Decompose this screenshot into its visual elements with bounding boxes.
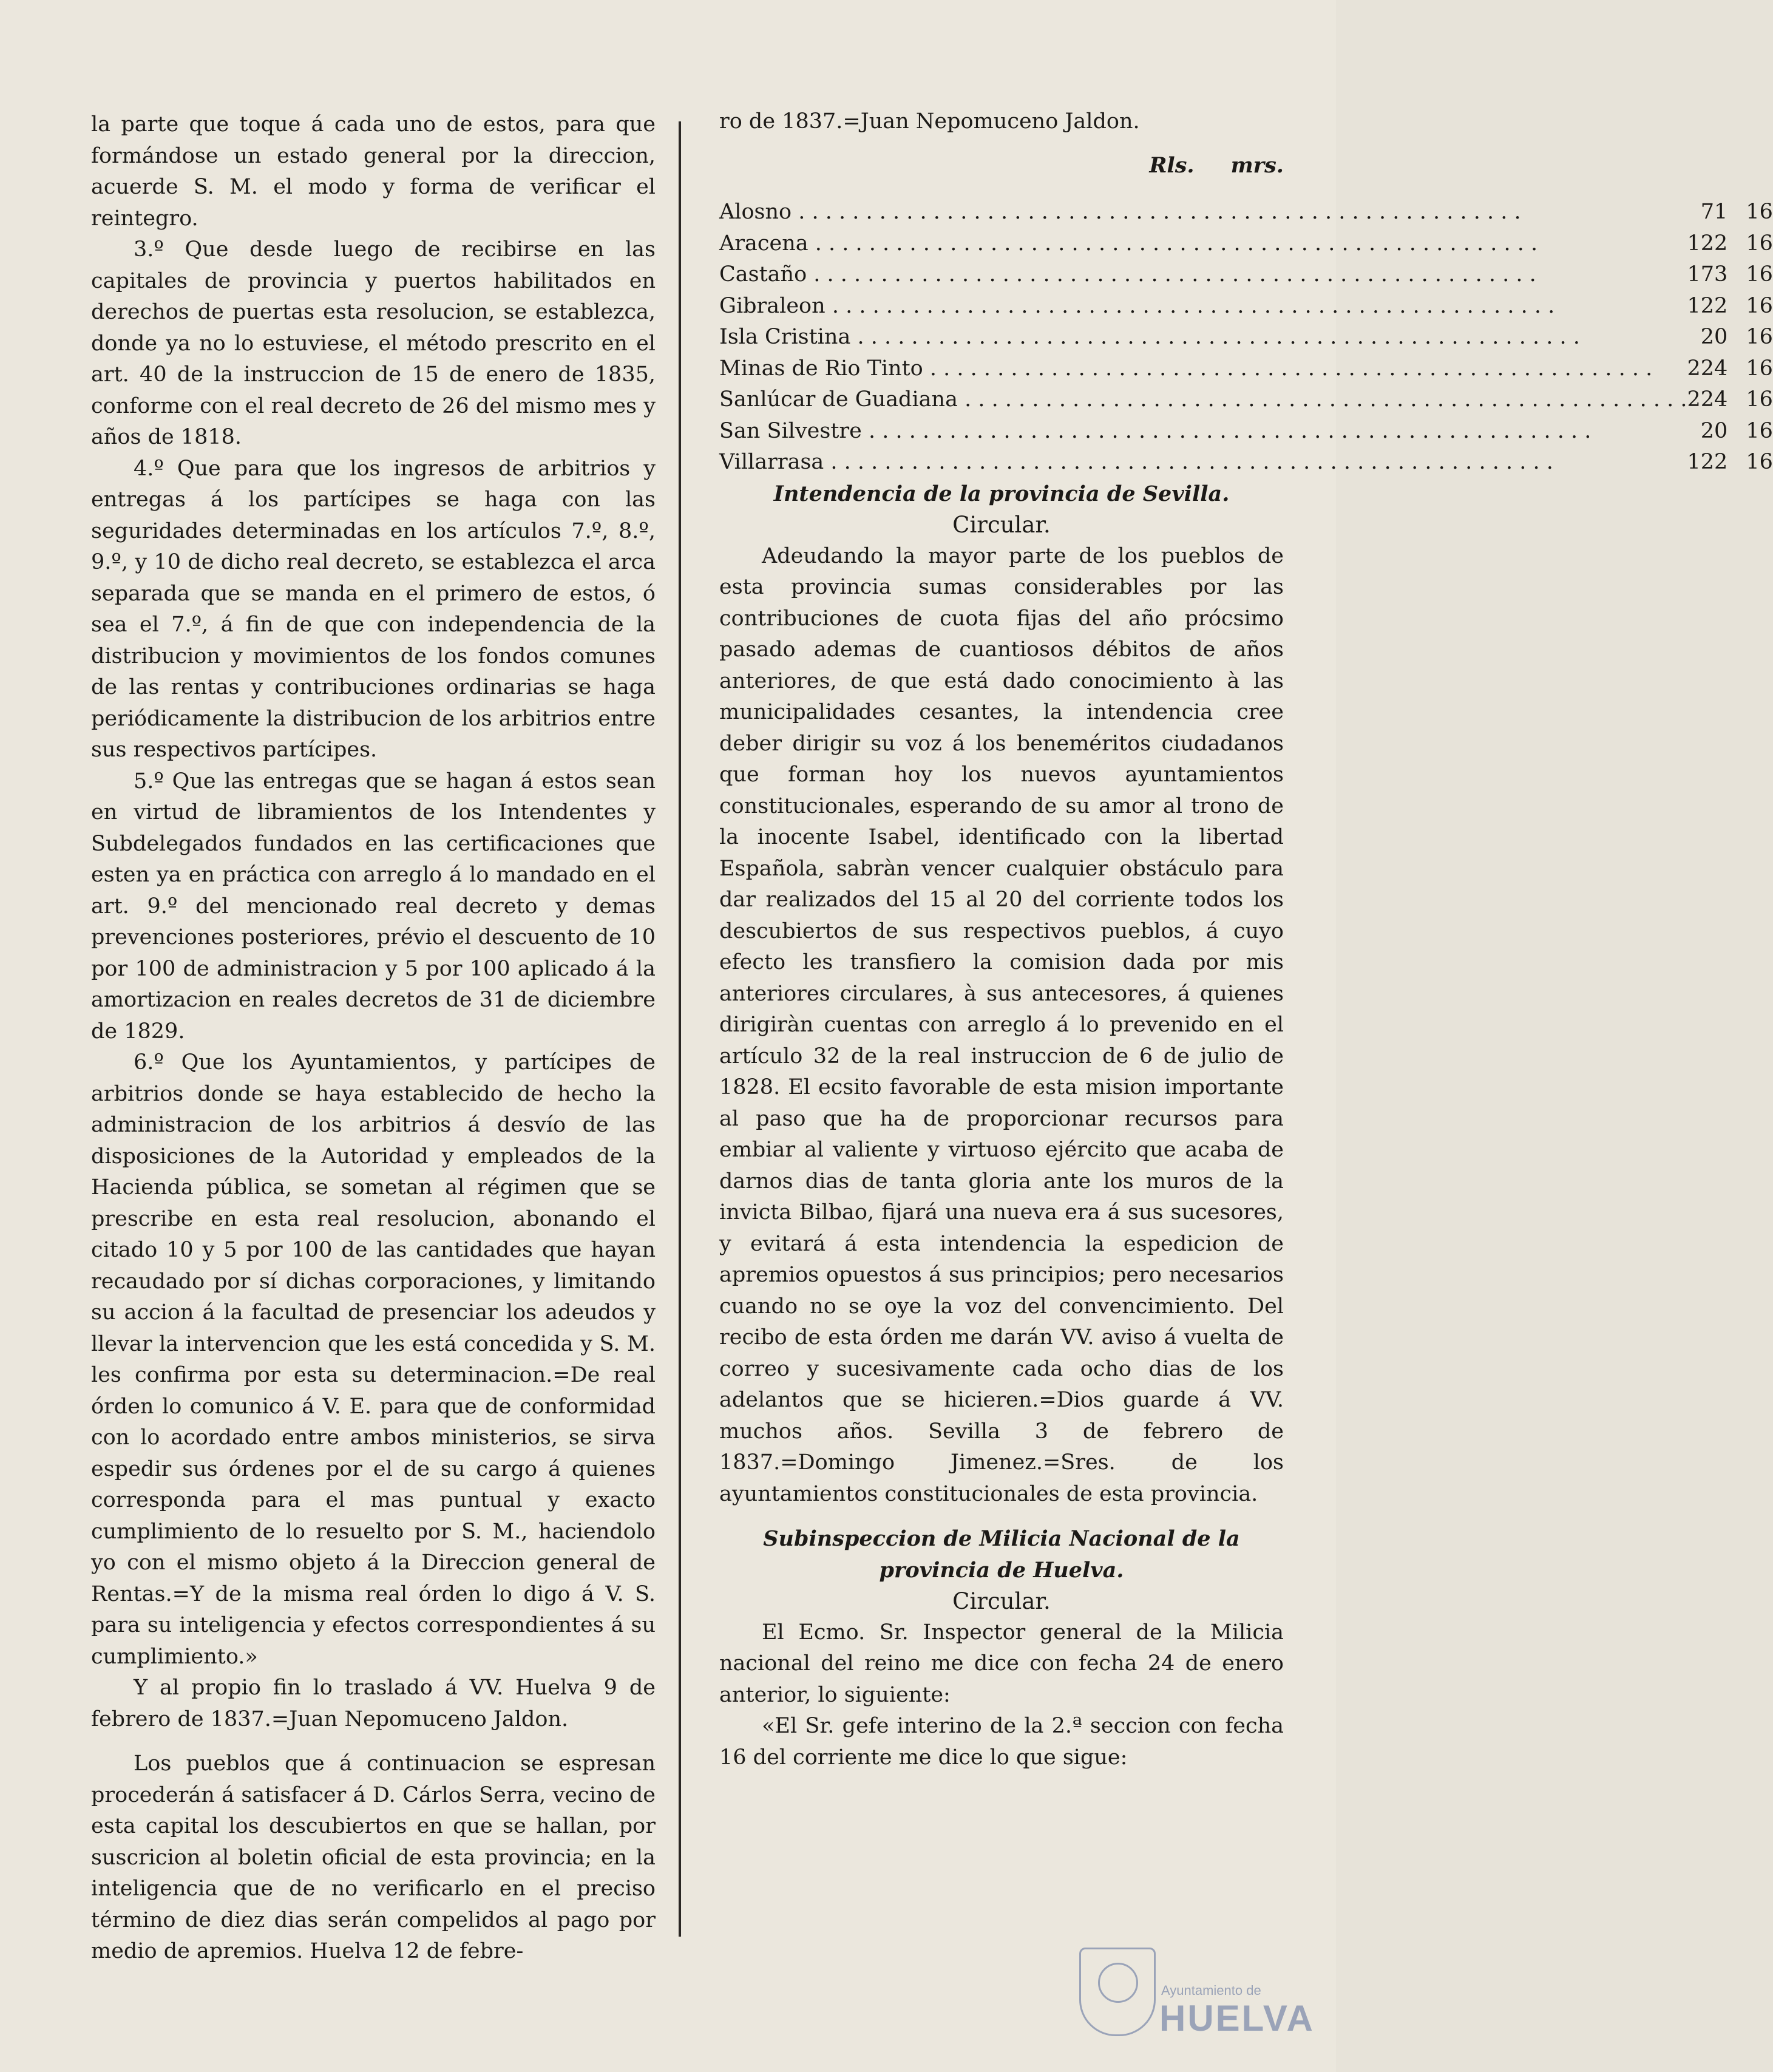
rls-cell: 20 bbox=[1700, 418, 1728, 443]
place-cell: Villarrasa . . . bbox=[719, 447, 1687, 478]
paragraph-milicia-1: El Ecmo. Sr. Inspector general de la Milicia nacional del reino me dice con fecha 24 de enero anterior, lo siguiente: bbox=[719, 1620, 1284, 1707]
mrs-cell: 16 bbox=[1746, 450, 1773, 474]
paragraph-pueblos-notice: Los pueblos que á continuacion se espresan procederán á satisfacer á D. Cárlos Serra, vecino de esta capital los descubiertos en que se hallan, por suscricion al boletin oficial de esta provincia; en la inteligencia que de no verificarlo en el preciso término de diez dias serán compelidos al pago por medio de apremios. Huelva 12 de febre- bbox=[91, 1751, 656, 1963]
mrs-cell: 16 bbox=[1746, 293, 1773, 318]
table-row bbox=[719, 228, 1773, 260]
column-divider bbox=[679, 121, 681, 1937]
table-row bbox=[719, 259, 1773, 291]
rls-cell: 122 bbox=[1687, 231, 1728, 256]
table-row bbox=[719, 197, 1773, 228]
place-cell: Aracena . . . bbox=[719, 228, 1687, 260]
header-rls: Rls. bbox=[1149, 152, 1195, 178]
section-title-sevilla: Intendencia de la provincia de Sevilla. bbox=[773, 481, 1230, 506]
circular-heading-milicia: Circular. bbox=[952, 1588, 1051, 1614]
table-row bbox=[719, 291, 1773, 322]
circular-heading-sevilla: Circular. bbox=[952, 512, 1051, 538]
watermark-line1: Ayuntamiento de bbox=[1161, 1983, 1261, 1998]
rls-cell: 224 bbox=[1687, 356, 1728, 381]
table-row bbox=[719, 447, 1773, 478]
place-cell: Castaño . . . bbox=[719, 259, 1687, 291]
paragraph-article-4: 4.º Que para que los ingresos de arbitrios y entregas á los partícipes se haga con las seguridades determinadas en los artículos 7.º, 8.º, 9.º, y 10 de dicho real decreto, se establezca el arca separada que se manda en el primero de estos, ó sea el 7.º, á fin de que con independencia de la distribucion y movimientos de los fondos comunes de las rentas y contribuciones ordinarias se haga periódicamente la distribucion de los arbitrios entre sus respectivos partícipes. bbox=[91, 456, 656, 762]
place-cell: San Silvestre . . . bbox=[719, 416, 1687, 447]
paragraph-intro: la parte que toque á cada uno de estos, para que formándose un estado general por la direccion, acuerde S. M. el modo y forma de verificar el reintegro. bbox=[91, 112, 656, 231]
place-cell: Isla Cristina . . . bbox=[719, 322, 1687, 353]
debts-table bbox=[719, 197, 1773, 478]
paragraph-milicia-2: «El Sr. gefe interino de la 2.ª seccion con fecha 16 del corriente me dice lo que sigue: bbox=[719, 1714, 1284, 1770]
mrs-cell: 16 bbox=[1746, 387, 1773, 412]
table-header bbox=[719, 150, 1284, 182]
rls-cell: 71 bbox=[1700, 200, 1728, 224]
shield-icon bbox=[1079, 1948, 1156, 2036]
mrs-cell: 16 bbox=[1746, 356, 1773, 381]
continuation-line: ro de 1837.=Juan Nepomuceno Jaldon. bbox=[719, 109, 1140, 134]
paragraph-article-6: 6.º Que los Ayuntamientos, y partícipes de arbitrios donde se haya establecido de hecho la administracion de los arbitrios á desvío de las disposiciones de la Autoridad y empleados de la Hacienda pública, se sometan al régimen que se prescribe en esta real resolucion, abonando el citado 10 y 5 por 100 de las cantidades que hayan recaudado por sí dichas corporaciones, y limitando su accion á la facultad de presenciar los adeudos y llevar la intervencion que les está concedida y S. M. les confirma por esta su determinacion.=De real órden lo comunico á V. E. para que de conformidad con lo acordado entre ambos ministerios, se sirva espedir sus órdenes por el de su cargo á quienes corresponda para el mas puntual y exacto cumplimiento de lo resuelto por S. M., haciendolo yo con el mismo objeto á la Direccion general de Rentas.=Y de la misma real órden lo digo á V. S. para su inteligencia y efectos correspondientes á su cumplimiento.» bbox=[91, 1050, 656, 1669]
rls-cell: 173 bbox=[1687, 262, 1728, 287]
paragraph-traslado: Y al propio fin lo traslado á VV. Huelva 9 de febrero de 1837.=Juan Nepomuceno Jaldon. bbox=[91, 1676, 656, 1731]
ayuntamiento-watermark-logo bbox=[1079, 1935, 1315, 2045]
left-column bbox=[91, 109, 656, 1968]
paragraph-article-3: 3.º Que desde luego de recibirse en las capitales de provincia y puertos habilitados en derechos de puertas esta resolucion, se establezca, donde ya no lo estuviese, el método prescrito en el art. 40 de la instruccion de 15 de enero de 1835, conforme con el real decreto de 26 del mismo mes y años de 1818. bbox=[91, 237, 656, 449]
rls-cell: 20 bbox=[1700, 325, 1728, 349]
mrs-cell: 16 bbox=[1746, 325, 1773, 349]
place-cell: Minas de Rio Tinto . . . bbox=[719, 353, 1687, 385]
mrs-cell: 16 bbox=[1746, 418, 1773, 443]
rls-cell: 122 bbox=[1687, 293, 1728, 318]
paragraph-sevilla-circular: Adeudando la mayor parte de los pueblos de esta provincia sumas considerables por las contribuciones de cuota fijas del año prócsimo pasado ademas de cuantiosos débitos de años anteriores, de que está dado conocimiento à las municipalidades cesantes, la intendencia cree deber dirigir su voz á los beneméritos ciudadanos que forman hoy los nuevos ayuntamientos constitucionales, esperando de su amor al trono de la inocente Isabel, identificado con la libertad Española, sabràn vencer cualquier obstáculo para dar realizados del 15 al 20 del corriente todos los descubiertos de sus respectivos pueblos, á cuyo efecto les transfiero la comision dada por mis anteriores circulares, à sus antecesores, á quienes dirigiràn cuentas con arreglo á lo prevenido en el artículo 32 de la real instruccion de 6 de julio de 1828. El ecsito favorable de esta mision importante al paso que ha de proporcionar recursos para embiar al valiente y virtuoso ejército que acaba de darnos dias de tanta gloria ante los muros de la invicta Bilbao, fijará una nueva era á sus sucesores, y evitará á esta intendencia la espedicion de apremios opuestos á sus principios; pero necesarios cuando no se oye la voz del convencimiento. Del recibo de esta órden me darán VV. aviso á vuelta de correo y sucesivamente cada ocho dias de los adelantos que se hicieren.=Dios guarde á VV. muchos años. Sevilla 3 de febrero de 1837.=Domingo Jimenez.=Sres. de los ayuntamientos constitucionales de esta provincia. bbox=[719, 543, 1284, 1506]
mrs-cell: 16 bbox=[1746, 200, 1773, 224]
table-row bbox=[719, 353, 1773, 385]
place-cell: Gibraleon . . . bbox=[719, 291, 1687, 322]
rls-cell: 224 bbox=[1687, 387, 1728, 412]
place-cell: Alosno . . . bbox=[719, 197, 1687, 228]
place-cell: Sanlúcar de Guadiana . . . bbox=[719, 384, 1687, 416]
mrs-cell: 16 bbox=[1746, 262, 1773, 287]
table-row bbox=[719, 416, 1773, 447]
rls-cell: 122 bbox=[1687, 450, 1728, 474]
section-title-milicia: Subinspeccion de Milicia Nacional de la provincia de Huelva. bbox=[763, 1526, 1240, 1583]
right-column bbox=[719, 106, 1773, 1773]
mrs-cell: 16 bbox=[1746, 231, 1773, 256]
header-mrs: mrs. bbox=[1230, 152, 1284, 178]
watermark-line2: HUELVA bbox=[1159, 1998, 1315, 2039]
table-row bbox=[719, 384, 1773, 416]
paragraph-article-5: 5.º Que las entregas que se hagan á estos sean en virtud de libramientos de los Intendentes y Subdelegados fundados en las certificaciones que esten ya en práctica con arreglo á lo mandado en el art. 9.º del mencionado real decreto y demas prevenciones posteriores, prévio el descuento de 10 por 100 de administracion y 5 por 100 aplicado á la amortizacion en reales decretos de 31 de diciembre de 1829. bbox=[91, 769, 656, 1044]
table-row bbox=[719, 322, 1773, 353]
